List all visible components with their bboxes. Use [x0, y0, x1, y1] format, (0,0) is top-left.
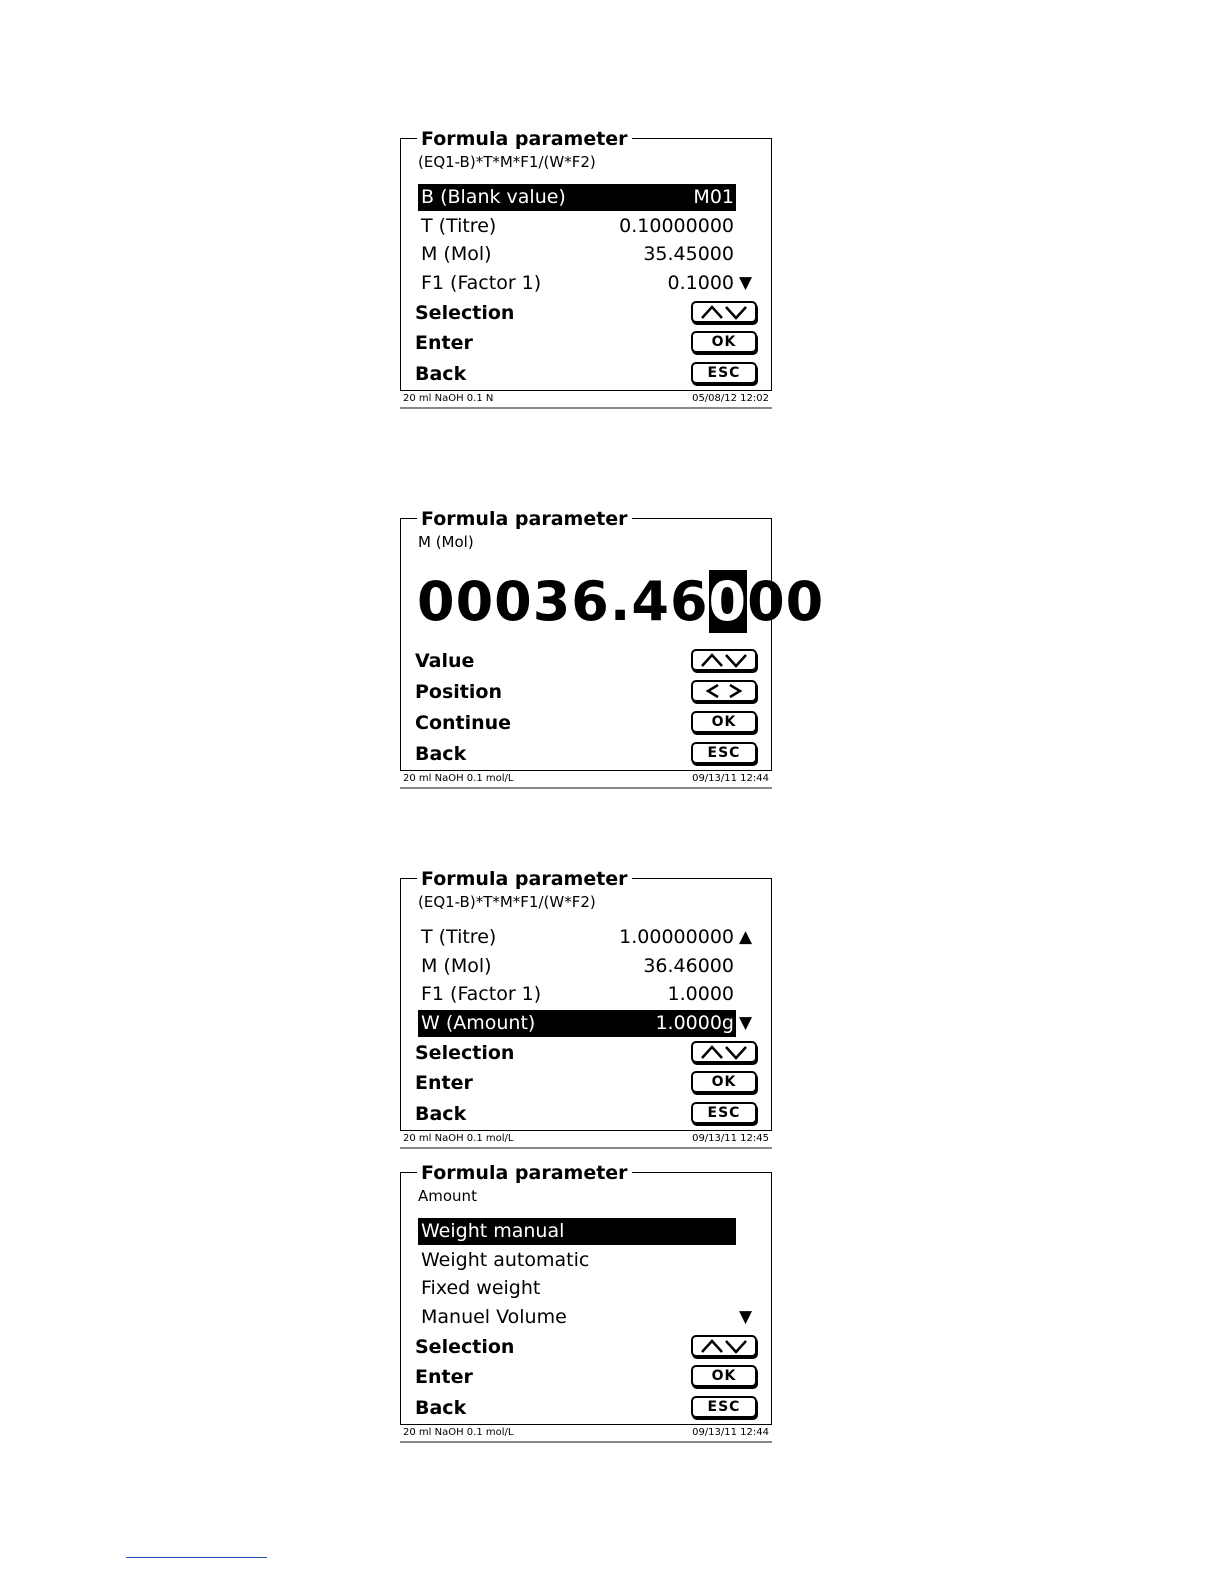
status-bar: [400, 1130, 772, 1149]
param-value: 1.0000g: [655, 1012, 734, 1034]
option-label: Weight automatic: [421, 1249, 590, 1271]
param-label: T (Titre): [421, 926, 497, 948]
key-row-back: [415, 740, 757, 768]
esc-key-button[interactable]: ESC: [691, 1396, 757, 1418]
screen-formula-parameter-3: [400, 868, 772, 1150]
up-down-key-button[interactable]: [691, 649, 757, 671]
status-datetime: 05/08/12 12:02: [692, 393, 769, 404]
param-value: 1.00000000: [619, 926, 734, 948]
key-row-back: [415, 1100, 757, 1128]
param-value: 35.45000: [643, 243, 734, 265]
method-name: 20 ml NaOH 0.1 N: [403, 393, 494, 404]
up-down-chevron-icon: [700, 1338, 748, 1354]
status-datetime: 09/13/11 12:44: [692, 1427, 769, 1438]
screen-title: Formula parameter: [417, 508, 632, 530]
key-row-selection: [415, 299, 757, 327]
option-label: Fixed weight: [421, 1277, 541, 1299]
param-label: M (Mol): [421, 243, 492, 265]
param-row-titre[interactable]: [418, 213, 736, 240]
key-label: Back: [415, 1397, 467, 1419]
key-row-selection: [415, 1333, 757, 1361]
scroll-down-arrow-icon: ▼: [739, 273, 753, 293]
status-datetime: 09/13/11 12:45: [692, 1133, 769, 1144]
key-row-enter: [415, 1363, 757, 1391]
esc-key-button[interactable]: ESC: [691, 362, 757, 384]
option-label: Manuel Volume: [421, 1306, 567, 1328]
key-label: Back: [415, 1103, 467, 1125]
screen-title: Formula parameter: [417, 1162, 632, 1184]
value-before-cursor: 00036.46: [417, 570, 709, 633]
up-down-chevron-icon: [700, 652, 748, 668]
screen-formula-parameter-2: [400, 508, 825, 790]
up-down-key-button[interactable]: [691, 1335, 757, 1357]
param-row-titre[interactable]: [418, 924, 736, 951]
key-label: Position: [415, 681, 502, 703]
param-value: 36.46000: [643, 955, 734, 977]
esc-key-button[interactable]: ESC: [691, 1102, 757, 1124]
option-weight-automatic[interactable]: [418, 1247, 736, 1274]
key-label: Selection: [415, 302, 515, 324]
value-after-cursor: 00: [747, 570, 825, 633]
param-row-factor-1[interactable]: [418, 270, 736, 297]
scroll-down-arrow-icon: ▼: [739, 1013, 753, 1033]
status-bar: [400, 1424, 772, 1443]
esc-key-button[interactable]: ESC: [691, 742, 757, 764]
scroll-up-arrow-icon: ▲: [739, 927, 753, 947]
option-manuel-volume[interactable]: [418, 1304, 736, 1331]
key-row-enter: [415, 1069, 757, 1097]
left-right-key-button[interactable]: [691, 680, 757, 702]
method-name: 20 ml NaOH 0.1 mol/L: [403, 1133, 514, 1144]
key-label: Enter: [415, 1366, 473, 1388]
key-row-position: [415, 678, 757, 706]
up-down-key-button[interactable]: [691, 1041, 757, 1063]
key-label: Selection: [415, 1336, 515, 1358]
method-name: 20 ml NaOH 0.1 mol/L: [403, 773, 514, 784]
ok-key-button[interactable]: OK: [691, 331, 757, 353]
cursor-digit: 0: [708, 570, 748, 633]
param-value: 0.1000: [667, 272, 734, 294]
screen-formula-parameter-4: [400, 1162, 772, 1444]
param-row-blank-value[interactable]: [418, 184, 736, 211]
up-down-chevron-icon: [700, 304, 748, 320]
ok-key-button[interactable]: OK: [691, 1071, 757, 1093]
left-right-chevron-icon: [704, 683, 744, 699]
footnote-separator: [126, 1557, 267, 1558]
param-label: W (Amount): [421, 1012, 536, 1034]
up-down-key-button[interactable]: [691, 301, 757, 323]
status-bar: [400, 390, 772, 409]
param-label: T (Titre): [421, 215, 497, 237]
option-weight-manual[interactable]: [418, 1218, 736, 1245]
screen-frame: [400, 1162, 772, 1424]
param-label: F1 (Factor 1): [421, 272, 542, 294]
value-editor[interactable]: [417, 571, 824, 633]
param-row-mol[interactable]: [418, 953, 736, 980]
ok-key-button[interactable]: OK: [691, 711, 757, 733]
amount-subtitle: Amount: [418, 1187, 477, 1205]
param-row-factor-1[interactable]: [418, 981, 736, 1008]
param-row-mol[interactable]: [418, 241, 736, 268]
key-row-back: [415, 1394, 757, 1422]
screen-title: Formula parameter: [417, 128, 632, 150]
param-label: B (Blank value): [421, 186, 566, 208]
param-value: 0.10000000: [619, 215, 734, 237]
screen-formula-parameter-1: [400, 128, 772, 410]
key-label: Back: [415, 363, 467, 385]
param-label: F1 (Factor 1): [421, 983, 542, 1005]
key-label: Value: [415, 650, 475, 672]
up-down-chevron-icon: [700, 1044, 748, 1060]
key-row-enter: [415, 329, 757, 357]
screen-frame: [400, 868, 772, 1130]
param-value: M01: [693, 186, 734, 208]
formula-subtitle: (EQ1-B)*T*M*F1/(W*F2): [418, 153, 596, 171]
key-label: Enter: [415, 1072, 473, 1094]
key-label: Selection: [415, 1042, 515, 1064]
ok-key-button[interactable]: OK: [691, 1365, 757, 1387]
screen-title: Formula parameter: [417, 868, 632, 890]
key-label: Continue: [415, 712, 512, 734]
option-fixed-weight[interactable]: [418, 1275, 736, 1302]
param-value: 1.0000: [667, 983, 734, 1005]
status-datetime: 09/13/11 12:44: [692, 773, 769, 784]
method-name: 20 ml NaOH 0.1 mol/L: [403, 1427, 514, 1438]
screen-frame: [400, 508, 825, 770]
formula-subtitle: (EQ1-B)*T*M*F1/(W*F2): [418, 893, 596, 911]
param-label: M (Mol): [421, 955, 492, 977]
key-row-value: [415, 647, 757, 675]
key-row-back: [415, 360, 757, 388]
param-row-amount[interactable]: [418, 1010, 736, 1037]
screen-frame: [400, 128, 772, 390]
parameter-subtitle: M (Mol): [418, 533, 474, 551]
scroll-down-arrow-icon: ▼: [739, 1307, 753, 1327]
key-label: Enter: [415, 332, 473, 354]
key-row-selection: [415, 1039, 757, 1067]
option-label: Weight manual: [421, 1220, 565, 1242]
key-row-continue: [415, 709, 757, 737]
key-label: Back: [415, 743, 467, 765]
status-bar: [400, 770, 772, 789]
